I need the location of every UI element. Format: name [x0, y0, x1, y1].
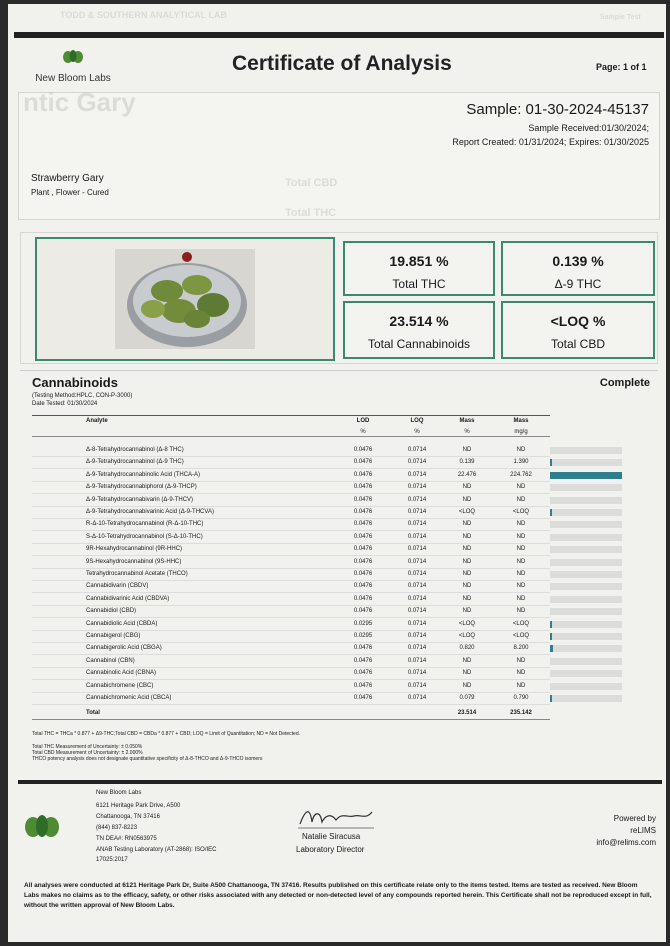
analyte-name: Δ-9-Tetrahydrocannabinol (Δ-9 THC)	[86, 459, 184, 466]
lab-phone: (844) 837-8223	[96, 825, 138, 831]
concentration-bar-fill	[550, 459, 552, 466]
loq-value: 0.0714	[407, 645, 427, 652]
lod-value: 0.0476	[353, 571, 373, 577]
product-type: Plant , Flower - Cured	[31, 188, 109, 197]
concentration-bar-fill	[550, 472, 622, 479]
concentration-bar	[550, 571, 622, 578]
signature-image	[296, 804, 376, 830]
mass-pct-value: ND	[462, 670, 472, 677]
table-row	[32, 532, 550, 544]
mass-mg-value: ND	[516, 484, 526, 491]
table-row	[32, 631, 550, 643]
mass-mg-value: <LOQ	[512, 620, 530, 627]
table-row	[32, 519, 550, 531]
lod-value: 0.0476	[353, 447, 373, 453]
concentration-bar	[550, 645, 622, 652]
loq-value: 0.0714	[407, 484, 427, 491]
mass-mg-value: ND	[516, 447, 526, 453]
footnote-cbd-uncertainty: Total CBD Measurement of Uncertainty: ± 2.000%	[32, 750, 143, 756]
concentration-bar	[550, 534, 622, 541]
mass-mg-value: ND	[516, 558, 526, 565]
lod-value: 0.0476	[353, 608, 373, 615]
powered-email: info@relims.com	[596, 838, 656, 847]
unit-lod: %	[360, 429, 366, 435]
ghost-right-text: Sample Test	[600, 14, 641, 21]
mass-mg-value: 8.200	[513, 645, 529, 652]
lod-value: 0.0476	[353, 670, 373, 677]
loq-value: 0.0714	[407, 657, 427, 664]
lod-value: 0.0295	[353, 620, 373, 627]
mass-pct-value: 0.079	[459, 695, 475, 701]
analyte-name: 9S-Hexahydrocannabinol (9S-HHC)	[86, 558, 182, 565]
loq-value: 0.0714	[407, 682, 427, 689]
concentration-bar	[550, 695, 622, 702]
footnote-totals: Total THC = THCa * 0.877 + Δ9-THC;Total CBD = CBDa * 0.877 + CBD; LOQ = Limit of Quantitation; ND = Not Detected.	[32, 731, 300, 737]
table-row	[32, 619, 550, 631]
concentration-bar	[550, 621, 622, 628]
lod-value: 0.0476	[353, 595, 373, 602]
concentration-bar	[550, 596, 622, 603]
mass-pct-value: ND	[462, 571, 472, 577]
signatory-title: Laboratory Director	[296, 845, 365, 854]
footnote-thco: THCO potency analysis does not designate quantitative specificity of Δ-8-THCO and Δ-9-THCO isomers	[32, 756, 263, 762]
mass-pct-value: ND	[462, 521, 472, 528]
concentration-bar	[550, 546, 622, 553]
concentration-bar	[550, 447, 622, 454]
document-title: Certificate of Analysis	[232, 52, 452, 75]
lod-value: 0.0295	[353, 633, 373, 639]
table-row	[32, 643, 550, 655]
leaf-footer-icon	[24, 815, 60, 839]
lod-value: 0.0476	[353, 496, 373, 503]
sample-id: Sample: 01-30-2024-45137	[466, 101, 649, 118]
footer-rule	[18, 780, 662, 784]
concentration-bar	[550, 509, 622, 516]
table-row	[32, 594, 550, 606]
sample-header	[18, 87, 660, 220]
mass-pct-value: 0.820	[459, 645, 475, 652]
ghost-row: Total CBD	[285, 177, 338, 189]
mass-mg-value: ND	[516, 546, 526, 553]
delta9-thc-label: Δ-9 THC	[554, 277, 602, 291]
mass-pct-value: ND	[462, 496, 472, 503]
ghost-row: Total THC	[285, 207, 337, 219]
total-thc-card	[343, 241, 495, 296]
mass-pct-value: 22.476	[457, 471, 477, 478]
total-cannabinoids-card	[343, 301, 495, 359]
cannabinoids-title: Cannabinoids	[32, 375, 118, 390]
mass-pct-value: ND	[462, 484, 472, 491]
powered-by: Powered by	[613, 814, 656, 823]
mass-mg-value: ND	[516, 670, 526, 677]
date-tested: Date Tested: 01/30/2024	[32, 401, 98, 407]
mass-mg-value: 224.762	[510, 471, 532, 478]
concentration-bar-fill	[550, 621, 552, 628]
concentration-bar-fill	[550, 695, 552, 702]
page-number: Page: 1 of 1	[596, 62, 647, 72]
loq-value: 0.0714	[407, 521, 427, 528]
analyte-name: R-Δ-10-Tetrahydrocannabinol (R-Δ-10-THC)	[86, 521, 204, 528]
mass-mg-value: ND	[516, 571, 526, 577]
concentration-bar	[550, 633, 622, 640]
analyte-name: Δ-9-Tetrahydrocannabinolic Acid (THCA-A)	[86, 471, 201, 478]
mass-pct-value: <LOQ	[458, 633, 476, 639]
cannabinoids-section	[20, 370, 658, 768]
loq-value: 0.0714	[407, 459, 427, 466]
analyte-name: 9R-Hexahydrocannabinol (9R-HHC)	[86, 546, 183, 553]
col-mass-pct: Mass	[459, 418, 475, 424]
concentration-bar	[550, 472, 622, 479]
concentration-bar	[550, 497, 622, 504]
table-row	[32, 569, 550, 581]
cannabinoids-status: Complete	[599, 377, 650, 389]
lod-value: 0.0476	[353, 509, 373, 515]
lod-value: 0.0476	[353, 558, 373, 565]
flower-tin-photo	[37, 239, 333, 359]
mass-mg-value: <LOQ	[512, 509, 530, 515]
mass-mg-value: ND	[516, 583, 526, 590]
loq-value: 0.0714	[407, 695, 427, 701]
total-row	[32, 708, 550, 720]
summary-panel	[20, 232, 658, 364]
loq-value: 0.0714	[407, 620, 427, 627]
mass-mg-value: ND	[516, 496, 526, 503]
testing-method: (Testing Method:HPLC, CON-P-3000)	[32, 393, 133, 399]
ghost-header-text: TODD & SOUTHERN ANALYTICAL LAB	[60, 10, 228, 20]
analyte-name: Tetrahydrocannabinol Acetate (THCO)	[86, 571, 188, 577]
analyte-name: Cannabigerol (CBG)	[86, 633, 141, 639]
mass-pct-value: ND	[462, 595, 472, 602]
analyte-name: Cannabidivarinic Acid (CBDVA)	[86, 595, 170, 602]
lab-logo	[28, 50, 118, 86]
table-row	[32, 606, 550, 618]
lod-value: 0.0476	[353, 546, 373, 553]
loq-value: 0.0714	[407, 546, 427, 553]
loq-value: 0.0714	[407, 633, 427, 639]
mass-mg-value: ND	[516, 521, 526, 528]
mass-pct-value: ND	[462, 682, 472, 689]
loq-value: 0.0714	[407, 608, 427, 615]
mass-pct-value: <LOQ	[458, 509, 476, 515]
delta9-thc-value: 0.139 %	[552, 253, 604, 269]
mass-pct-value: ND	[462, 583, 472, 590]
concentration-bar	[550, 521, 622, 528]
analyte-name: Cannabinolic Acid (CBNA)	[86, 670, 157, 677]
lod-value: 0.0476	[353, 645, 373, 652]
concentration-bar	[550, 608, 622, 615]
table-row	[32, 581, 550, 593]
table-row	[32, 557, 550, 569]
total-cbd-label: Total CBD	[550, 337, 606, 351]
concentration-bar	[550, 683, 622, 690]
lod-value: 0.0476	[353, 682, 373, 689]
loq-value: 0.0714	[407, 447, 427, 453]
concentration-bar	[550, 583, 622, 590]
mass-pct-value: ND	[462, 558, 472, 565]
lod-value: 0.0476	[353, 459, 373, 466]
table-row	[32, 681, 550, 693]
total-cannabinoids-value: 23.514 %	[389, 313, 449, 329]
analyte-name: Cannabidiol (CBD)	[86, 608, 137, 615]
total-cbd-card	[501, 301, 655, 359]
total-cbd-value: <LOQ %	[550, 313, 606, 329]
concentration-bar	[550, 658, 622, 665]
lod-value: 0.0476	[353, 521, 373, 528]
table-row	[32, 507, 550, 519]
table-row	[32, 693, 550, 705]
loq-value: 0.0714	[407, 509, 427, 515]
report-created: Report Created: 01/31/2024; Expires: 01/30/2025	[452, 137, 649, 147]
table-header	[32, 415, 550, 437]
concentration-bar-fill	[550, 633, 552, 640]
lod-value: 0.0476	[353, 471, 373, 478]
loq-value: 0.0714	[407, 583, 427, 590]
total-cannabinoids-label: Total Cannabinoids	[367, 337, 471, 351]
signatory-name: Natalie Siracusa	[302, 832, 361, 841]
table-row	[32, 457, 550, 469]
analyte-name: Cannabidivarin (CBDV)	[86, 583, 149, 590]
lab-dea: TN DEA#: RN0563975	[96, 836, 157, 842]
analyte-name: Cannabichromene (CBC)	[86, 682, 154, 689]
analyte-name: Cannabidiolic Acid (CBDA)	[86, 620, 158, 627]
loq-value: 0.0714	[407, 571, 427, 577]
concentration-bar-fill	[550, 645, 553, 652]
unit-mass-pct: %	[464, 429, 470, 435]
mass-mg-value: ND	[516, 533, 526, 540]
analyte-name: S-Δ-10-Tetrahydrocannabinol (S-Δ-10-THC)	[86, 533, 203, 540]
concentration-bar	[550, 484, 622, 491]
analyte-name: Δ-9-Tetrahydrocannabivarin (Δ-9-THCV)	[86, 496, 194, 503]
total-thc-value: 19.851 %	[389, 253, 449, 269]
mass-mg-value: ND	[516, 657, 526, 664]
loq-value: 0.0714	[407, 533, 427, 540]
concentration-bar-fill	[550, 509, 552, 516]
total-thc-label: Total THC	[392, 277, 446, 291]
total-pct: 23.514	[457, 710, 477, 716]
mass-pct-value: ND	[462, 546, 472, 553]
col-mass-mg: Mass	[513, 418, 529, 424]
lod-value: 0.0476	[353, 484, 373, 491]
lod-value: 0.0476	[353, 533, 373, 540]
analyte-name: Δ-8-Tetrahydrocannabinol (Δ-8 THC)	[86, 447, 184, 453]
concentration-bar	[550, 459, 622, 466]
mass-mg-value: 1.390	[513, 459, 529, 466]
unit-loq: %	[414, 429, 420, 435]
sample-received: Sample Received:01/30/2024;	[528, 123, 649, 133]
total-mg: 235.142	[510, 710, 532, 716]
loq-value: 0.0714	[407, 471, 427, 478]
analyte-name: Cannabigerolic Acid (CBGA)	[86, 645, 162, 652]
mass-mg-value: ND	[516, 608, 526, 615]
concentration-bar	[550, 670, 622, 677]
mass-pct-value: 0.139	[459, 459, 475, 466]
mass-mg-value: ND	[516, 595, 526, 602]
lab-name: New Bloom Labs	[96, 790, 142, 796]
analyte-name: Δ-9-Tetrahydrocannabivarinic Acid (Δ-9-THCVA)	[86, 509, 214, 515]
footnote-thc-uncertainty: Total THC Measurement of Uncertainty: ± 0.050%	[32, 744, 143, 750]
lab-address-2: Chattanooga, TN 37416	[96, 814, 160, 820]
mass-pct-value: ND	[462, 608, 472, 615]
loq-value: 0.0714	[407, 670, 427, 677]
loq-value: 0.0714	[407, 558, 427, 565]
total-label: Total	[86, 710, 100, 716]
disclaimer: All analyses were conducted at 6121 Heritage Park Dr, Suite A500 Chattanooga, TN 37416. Results published on this certificate relate only to the items tested. Items are tested as received. New Bloom Labs makes no claims as to the efficacy, safety, or other risks associated with any detected or non-detected level of any compounds reported herein. This Certificate shall not be reproduced except in full, without the written approval of New Bloom Labs.	[24, 882, 652, 910]
analyte-name: Δ-9-Tetrahydrocannabiphorol (Δ-9-THCP)	[86, 484, 197, 491]
table-row	[32, 445, 550, 457]
mass-mg-value: ND	[516, 682, 526, 689]
ghost-strain-text: ntic Gary	[23, 87, 136, 117]
concentration-bar	[550, 559, 622, 566]
mass-pct-value: ND	[462, 657, 472, 664]
strain-name: Strawberry Gary	[31, 173, 104, 184]
table-row	[32, 544, 550, 556]
loq-value: 0.0714	[407, 496, 427, 503]
table-row	[32, 495, 550, 507]
table-row	[32, 656, 550, 668]
lab-iso: 17025:2017	[96, 857, 128, 863]
loq-value: 0.0714	[407, 595, 427, 602]
sample-photo	[35, 237, 335, 361]
lab-anab: ANAB Testing Laboratory (AT-2868): ISO/IEC	[96, 847, 217, 853]
lab-address-1: 6121 Heritage Park Drive, A500	[96, 803, 181, 809]
lod-value: 0.0476	[353, 583, 373, 590]
col-analyte: Analyte	[86, 418, 108, 424]
table-row	[32, 470, 550, 482]
lod-value: 0.0476	[353, 695, 373, 701]
unit-mass-mg: mg/g	[514, 429, 528, 435]
analyte-name: Cannabichromenic Acid (CBCA)	[86, 695, 172, 701]
mass-pct-value: ND	[462, 533, 472, 540]
analyte-name: Cannabinol (CBN)	[86, 657, 135, 664]
lod-value: 0.0476	[353, 657, 373, 664]
table-row	[32, 482, 550, 494]
col-lod: LOD	[356, 418, 370, 424]
col-loq: LOQ	[410, 418, 424, 424]
lab-logo-name: New Bloom Labs	[35, 73, 111, 84]
leaf-logo-icon	[62, 50, 84, 64]
mass-mg-value: 0.790	[513, 695, 529, 701]
delta9-thc-card	[501, 241, 655, 296]
table-row	[32, 668, 550, 680]
mass-pct-value: ND	[462, 447, 472, 453]
header-rule	[14, 32, 664, 38]
mass-mg-value: <LOQ	[512, 633, 530, 639]
mass-pct-value: <LOQ	[458, 620, 476, 627]
powered-brand: reLIMS	[630, 826, 656, 835]
